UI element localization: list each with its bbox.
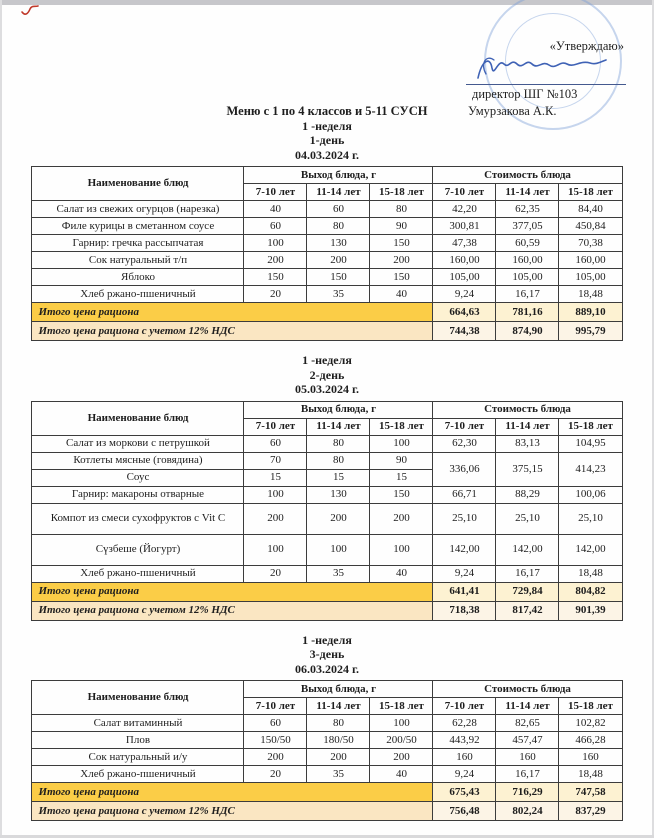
total-value-cell: 716,29 [496, 783, 559, 802]
cost-cell: 18,48 [559, 286, 622, 303]
portion-group-header: Выход блюда, г [244, 401, 433, 418]
total-value-cell: 747,58 [559, 783, 622, 802]
total-row [32, 582, 622, 601]
portion-cell: 80 [307, 218, 370, 235]
portion-cell: 15 [307, 469, 370, 486]
total-value-cell: 781,16 [496, 303, 559, 322]
portion-cell: 100 [244, 486, 307, 503]
portion-cell: 100 [370, 534, 433, 565]
total-value-cell: 756,48 [433, 802, 496, 821]
portion-cell: 90 [370, 218, 433, 235]
name-column-header: Наименование блюд [32, 401, 244, 435]
dish-name-cell: Салат витаминный [32, 715, 244, 732]
cost-cell: 105,00 [559, 269, 622, 286]
cost-cell: 142,00 [496, 534, 559, 565]
cost-cell: 42,20 [433, 201, 496, 218]
portion-cell: 200 [244, 252, 307, 269]
portion-cell: 80 [307, 715, 370, 732]
portion-cell: 150 [307, 269, 370, 286]
cost-cell: 466,28 [559, 732, 622, 749]
total-value-cell: 837,29 [559, 802, 622, 821]
total-value-cell: 817,42 [496, 601, 559, 620]
portion-cell: 130 [307, 486, 370, 503]
portion-cell: 200/50 [370, 732, 433, 749]
portion-cell: 60 [244, 435, 307, 452]
cost-cell: 62,30 [433, 435, 496, 452]
portion-cell: 35 [307, 766, 370, 783]
total-value-cell: 664,63 [433, 303, 496, 322]
age-header: 15-18 лет [370, 184, 433, 201]
approval-block [466, 38, 628, 119]
portion-group-header: Выход блюда, г [244, 167, 433, 184]
cost-cell: 457,47 [496, 732, 559, 749]
cost-cell: 18,48 [559, 565, 622, 582]
section-title-line: 04.03.2024 г. [294, 147, 360, 162]
total-label-cell: Итого цена рациона [32, 303, 433, 322]
portion-cell: 80 [307, 452, 370, 469]
cost-cell: 82,65 [496, 715, 559, 732]
portion-cell: 40 [370, 766, 433, 783]
section-title-line: 1 -неделя [302, 353, 352, 367]
header-row-groups [32, 167, 622, 184]
dish-row [32, 503, 622, 534]
cost-cell: 104,95 [559, 435, 622, 452]
total-value-cell: 995,79 [559, 322, 622, 341]
cost-cell: 62,28 [433, 715, 496, 732]
dish-row [32, 252, 622, 269]
portion-cell: 20 [244, 565, 307, 582]
cost-cell: 70,38 [559, 235, 622, 252]
cost-cell: 160 [559, 749, 622, 766]
age-header: 11-14 лет [496, 184, 559, 201]
portion-cell: 200 [307, 749, 370, 766]
cost-cell: 84,40 [559, 201, 622, 218]
portion-cell: 40 [370, 286, 433, 303]
portion-cell: 180/50 [307, 732, 370, 749]
section-title-line: 3-день [309, 647, 345, 661]
signature-icon [466, 54, 626, 85]
portion-cell: 150 [370, 235, 433, 252]
section-title-line: 05.03.2024 г. [294, 382, 360, 396]
dish-row [32, 201, 622, 218]
portion-cell: 15 [370, 469, 433, 486]
age-header: 11-14 лет [307, 698, 370, 715]
header-row-groups [32, 401, 622, 418]
dish-row [32, 286, 622, 303]
portion-cell: 80 [370, 201, 433, 218]
cost-cell: 375,15 [496, 452, 559, 486]
cost-group-header: Стоимость блюда [433, 401, 622, 418]
portion-cell: 100 [307, 534, 370, 565]
portion-cell: 150 [244, 269, 307, 286]
age-header: 7-10 лет [244, 184, 307, 201]
dish-row [32, 749, 622, 766]
dish-name-cell: Соус [32, 469, 244, 486]
age-header: 11-14 лет [307, 418, 370, 435]
cost-cell: 16,17 [496, 565, 559, 582]
portion-cell: 200 [244, 503, 307, 534]
total-value-cell: 675,43 [433, 783, 496, 802]
portion-cell: 100 [244, 235, 307, 252]
total-with-vat-row [32, 802, 622, 821]
portion-cell: 35 [307, 286, 370, 303]
dish-name-cell: Сүзбеше (Йогурт) [32, 534, 244, 565]
total-label-cell: Итого цена рациона [32, 582, 433, 601]
cost-cell: 47,38 [433, 235, 496, 252]
cost-cell: 88,29 [496, 486, 559, 503]
dish-name-cell: Гарнир: макароны отварные [32, 486, 244, 503]
cost-cell: 160,00 [433, 252, 496, 269]
approval-role: директор ШГ №103 [472, 87, 578, 102]
cost-cell: 60,59 [496, 235, 559, 252]
age-header: 15-18 лет [559, 184, 622, 201]
age-header: 7-10 лет [433, 184, 496, 201]
cost-cell: 142,00 [559, 534, 622, 565]
portion-cell: 100 [370, 435, 433, 452]
cost-cell: 443,92 [433, 732, 496, 749]
section-title-line: 1-день [309, 133, 345, 147]
dish-row [32, 715, 622, 732]
cost-cell: 160 [496, 749, 559, 766]
cost-cell: 300,81 [433, 218, 496, 235]
age-header: 15-18 лет [370, 698, 433, 715]
dish-name-cell: Яблоко [32, 269, 244, 286]
cost-cell: 62,35 [496, 201, 559, 218]
cost-cell: 102,82 [559, 715, 622, 732]
menu-section-1 [0, 104, 654, 341]
dish-name-cell: Филе курицы в сметанном соусе [32, 218, 244, 235]
portion-cell: 40 [370, 565, 433, 582]
total-label-cell: Итого цена рациона с учетом 12% НДС [32, 601, 433, 620]
age-header: 15-18 лет [559, 418, 622, 435]
section-title-line: 1 -неделя [302, 632, 352, 647]
age-header: 7-10 лет [244, 418, 307, 435]
cost-cell: 16,17 [496, 286, 559, 303]
age-header: 11-14 лет [496, 418, 559, 435]
menu-section-3 [0, 633, 654, 822]
total-label-cell: Итого цена рациона [32, 783, 433, 802]
cost-cell: 9,24 [433, 766, 496, 783]
portion-cell: 35 [307, 565, 370, 582]
age-header: 7-10 лет [433, 698, 496, 715]
portion-cell: 200 [307, 252, 370, 269]
total-value-cell: 641,41 [433, 582, 496, 601]
cost-cell: 160,00 [496, 252, 559, 269]
age-header: 11-14 лет [307, 184, 370, 201]
cost-cell: 160 [433, 749, 496, 766]
age-header: 7-10 лет [244, 698, 307, 715]
dish-name-cell: Гарнир: гречка рассыпчатая [32, 235, 244, 252]
cost-cell: 105,00 [433, 269, 496, 286]
dish-name-cell: Хлеб ржано-пшеничный [32, 565, 244, 582]
total-row [32, 303, 622, 322]
cost-cell: 16,17 [496, 766, 559, 783]
dish-name-cell: Салат из свежих огурцов (нарезка) [32, 201, 244, 218]
cost-cell: 100,06 [559, 486, 622, 503]
dish-name-cell: Хлеб ржано-пшеничный [32, 286, 244, 303]
section-title [0, 633, 654, 677]
dish-row [32, 218, 622, 235]
portion-cell: 200 [307, 503, 370, 534]
total-row [32, 783, 622, 802]
cost-cell: 66,71 [433, 486, 496, 503]
cost-cell: 25,10 [559, 503, 622, 534]
portion-cell: 60 [244, 218, 307, 235]
age-header: 15-18 лет [559, 698, 622, 715]
header-row-groups [32, 681, 622, 698]
portion-cell: 20 [244, 286, 307, 303]
portion-group-header: Выход блюда, г [244, 681, 433, 698]
portion-cell: 80 [307, 435, 370, 452]
dish-name-cell: Компот из смеси сухофруктов с Vit C [32, 503, 244, 534]
menu-table [31, 166, 622, 341]
cost-group-header: Стоимость блюда [433, 681, 622, 698]
scan-edge-left [0, 0, 2, 838]
cost-cell: 160,00 [559, 252, 622, 269]
dish-name-cell: Сок натуральный и/у [32, 749, 244, 766]
total-value-cell: 874,90 [496, 322, 559, 341]
red-pen-mark-icon [20, 4, 40, 18]
portion-cell: 150/50 [244, 732, 307, 749]
dish-row [32, 435, 622, 452]
portion-cell: 200 [244, 749, 307, 766]
name-column-header: Наименование блюд [32, 167, 244, 201]
cost-cell: 9,24 [433, 565, 496, 582]
total-label-cell: Итого цена рациона с учетом 12% НДС [32, 322, 433, 341]
dish-row [32, 565, 622, 582]
total-value-cell: 718,38 [433, 601, 496, 620]
total-with-vat-row [32, 601, 622, 620]
section-title-line: 1 -неделя [302, 118, 352, 133]
dish-name-cell: Плов [32, 732, 244, 749]
cost-cell: 377,05 [496, 218, 559, 235]
menu-section-2 [0, 353, 654, 621]
cost-cell: 18,48 [559, 766, 622, 783]
dish-row [32, 235, 622, 252]
menu-table [31, 680, 622, 821]
portion-cell: 15 [244, 469, 307, 486]
age-header: 15-18 лет [370, 418, 433, 435]
total-with-vat-row [32, 322, 622, 341]
portion-cell: 40 [244, 201, 307, 218]
dish-row [32, 269, 622, 286]
dish-name-cell: Котлеты мясные (говядина) [32, 452, 244, 469]
total-label-cell: Итого цена рациона с учетом 12% НДС [32, 802, 433, 821]
dish-row [32, 534, 622, 565]
menu-table [31, 401, 622, 621]
portion-cell: 130 [307, 235, 370, 252]
age-header: 7-10 лет [433, 418, 496, 435]
portion-cell: 60 [244, 715, 307, 732]
portion-cell: 60 [307, 201, 370, 218]
total-value-cell: 804,82 [559, 582, 622, 601]
total-value-cell: 901,39 [559, 601, 622, 620]
dish-name-cell: Хлеб ржано-пшеничный [32, 766, 244, 783]
portion-cell: 20 [244, 766, 307, 783]
portion-cell: 150 [370, 486, 433, 503]
dish-name-cell: Салат из моркови с петрушкой [32, 435, 244, 452]
dish-row [32, 732, 622, 749]
portion-cell: 200 [370, 749, 433, 766]
total-value-cell: 744,38 [433, 322, 496, 341]
portion-cell: 70 [244, 452, 307, 469]
approval-quote: «Утверждаю» [549, 39, 624, 53]
dish-row [32, 766, 622, 783]
dish-name-cell: Сок натуральный т/п [32, 252, 244, 269]
cost-cell: 336,06 [433, 452, 496, 486]
total-value-cell: 729,84 [496, 582, 559, 601]
cost-cell: 83,13 [496, 435, 559, 452]
cost-cell: 450,84 [559, 218, 622, 235]
dish-row [32, 452, 622, 469]
cost-cell: 9,24 [433, 286, 496, 303]
dish-row [32, 486, 622, 503]
portion-cell: 100 [370, 715, 433, 732]
cost-cell: 25,10 [433, 503, 496, 534]
cost-cell: 414,23 [559, 452, 622, 486]
portion-cell: 200 [370, 503, 433, 534]
cost-cell: 25,10 [496, 503, 559, 534]
menu-main-title: Меню с 1 по 4 классов и 5-11 СУСН [226, 104, 428, 118]
section-title-line: 06.03.2024 г. [294, 661, 360, 676]
section-title [0, 353, 654, 397]
total-value-cell: 889,10 [559, 303, 622, 322]
portion-cell: 200 [370, 252, 433, 269]
section-title-line: 2-день [309, 367, 345, 382]
approval-name: Умурзакова А.К. [468, 103, 557, 118]
name-column-header: Наименование блюд [32, 681, 244, 715]
portion-cell: 150 [370, 269, 433, 286]
portion-cell: 100 [244, 534, 307, 565]
total-value-cell: 802,24 [496, 802, 559, 821]
cost-cell: 105,00 [496, 269, 559, 286]
portion-cell: 90 [370, 452, 433, 469]
cost-cell: 142,00 [433, 534, 496, 565]
cost-group-header: Стоимость блюда [433, 167, 622, 184]
age-header: 11-14 лет [496, 698, 559, 715]
